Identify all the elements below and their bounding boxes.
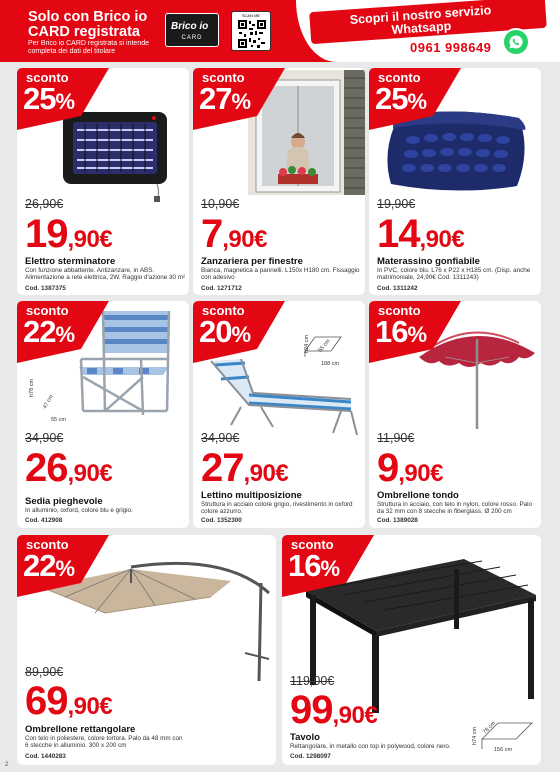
discount-value: 25% bbox=[375, 81, 427, 116]
dimension-height: h78 cm bbox=[29, 378, 35, 397]
product-description: Con telo in poliestere, colore tortora. Palo da 48 mm con 6 stecche in alluminio. 300 x 200 cm bbox=[25, 735, 183, 750]
discount-badge bbox=[17, 301, 127, 371]
discount-value: 16% bbox=[288, 548, 340, 583]
header-subtitle: Per Brico io CARD registrata si intende completa dei dati del titolare bbox=[28, 40, 149, 55]
old-price: 11,90€ bbox=[377, 431, 415, 445]
header-title: Solo con Brico io CARD registrata bbox=[28, 9, 148, 40]
product-name: Materassino gonfiabile bbox=[377, 256, 480, 267]
dimension-width: 55 cm bbox=[51, 417, 66, 423]
discount-badge bbox=[369, 301, 479, 371]
dimension-width: 156 cm bbox=[494, 747, 513, 753]
old-price: 26,90€ bbox=[25, 197, 64, 211]
sale-price: 69,90€ bbox=[25, 679, 113, 723]
discount-badge bbox=[193, 301, 303, 371]
old-price: 34,90€ bbox=[25, 431, 64, 445]
discount-label: sconto bbox=[378, 303, 421, 318]
product-description: Struttura in acciaio colore grigio, rivestimento in oxford colore azzurro. bbox=[201, 501, 353, 516]
product-code: Cod. 1352300 bbox=[201, 517, 242, 524]
old-price: 34,90€ bbox=[201, 431, 240, 445]
page-number: 2 bbox=[5, 762, 9, 768]
discount-label: sconto bbox=[378, 70, 421, 85]
discount-label: sconto bbox=[202, 303, 245, 318]
card-label: CARD bbox=[181, 35, 203, 41]
sale-price: 27,90€ bbox=[201, 446, 289, 490]
sale-price: 19,90€ bbox=[25, 212, 113, 256]
product-description: Bianca, magnetica a pannelli. L150x H180 cm. Fissaggio con adesivo bbox=[201, 267, 360, 282]
dimension-width: 188 cm bbox=[321, 361, 340, 367]
qr-code-icon bbox=[238, 20, 266, 48]
product-name: Sedia pieghevole bbox=[25, 496, 103, 507]
discount-label: sconto bbox=[202, 70, 245, 85]
product-code: Cod. 1271712 bbox=[201, 285, 242, 292]
sale-price: 14,90€ bbox=[377, 212, 465, 256]
product-code: Cod. 1389028 bbox=[377, 517, 418, 524]
product-code: Cod. 412908 bbox=[25, 517, 63, 524]
product-name: Ombrellone tondo bbox=[377, 490, 459, 501]
product-name: Tavolo bbox=[290, 732, 320, 743]
product-description: Rettangolare, in metallo con top in polywood, colore nero. bbox=[290, 743, 451, 750]
product-code: Cod. 1440283 bbox=[25, 753, 66, 760]
sale-price: 99,90€ bbox=[290, 688, 378, 732]
product-description: In alluminio, oxford, colore blu e grigio. bbox=[25, 507, 133, 514]
product-description: In PVC, colore blu. L76 x P22 x H185 cm. (Disp. anche matrimoniale, 24,90€ Cod. 1311243) bbox=[377, 267, 531, 282]
discount-badge bbox=[369, 68, 479, 138]
discount-value: 16% bbox=[375, 314, 427, 349]
product-name: Lettino multiposizione bbox=[201, 490, 302, 501]
product-code: Cod. 1311242 bbox=[377, 285, 418, 292]
discount-value: 25% bbox=[23, 81, 75, 116]
sale-price: 9,90€ bbox=[377, 446, 443, 490]
product-code: Cod. 1298097 bbox=[290, 753, 331, 760]
sale-price: 7,90€ bbox=[201, 212, 267, 256]
discount-label: sconto bbox=[26, 303, 69, 318]
old-price: 10,90€ bbox=[201, 197, 240, 211]
product-name: Zanzariera per finestre bbox=[201, 256, 303, 267]
product-name: Ombrellone rettangolare bbox=[25, 724, 136, 735]
dimension-depth: 78 cm bbox=[482, 720, 497, 736]
whatsapp-icon[interactable] bbox=[502, 28, 530, 56]
whatsapp-text: Scopri il nostro servizio Whatsapp bbox=[349, 3, 492, 38]
dimension-height: h74 cm bbox=[472, 726, 478, 745]
product-name: Elettro sterminatore bbox=[25, 256, 116, 267]
discount-label: sconto bbox=[291, 537, 334, 552]
qr-code[interactable] bbox=[231, 11, 271, 51]
discount-badge bbox=[193, 68, 303, 138]
discount-badge bbox=[17, 535, 127, 605]
discount-label: sconto bbox=[26, 537, 69, 552]
discount-badge bbox=[17, 68, 127, 138]
old-price: 89,90€ bbox=[25, 665, 64, 679]
whatsapp-phone[interactable]: 0961 998649 bbox=[410, 40, 492, 55]
card-brand: Brico io bbox=[171, 21, 209, 32]
dimension-depth: 55 cm bbox=[317, 338, 332, 354]
qr-label: SCAN ME bbox=[241, 13, 261, 18]
discount-value: 27% bbox=[199, 81, 251, 116]
product-description: Struttura in acciaio, con telo in nylon, colore rosso. Palo da 32 mm con 8 stecche in fiberglass. Ø 200 cm bbox=[377, 501, 533, 516]
sale-price: 26,90€ bbox=[25, 446, 113, 490]
dimension-height: h24 cm bbox=[304, 334, 310, 353]
product-code: Cod. 1387375 bbox=[25, 285, 66, 292]
discount-value: 22% bbox=[23, 548, 75, 583]
old-price: 19,90€ bbox=[377, 197, 416, 211]
discount-value: 20% bbox=[199, 314, 251, 349]
dimension-depth: 47 cm bbox=[42, 394, 55, 410]
discount-badge bbox=[282, 535, 392, 605]
discount-value: 22% bbox=[23, 314, 75, 349]
brico-card-logo bbox=[165, 13, 219, 47]
old-price: 119,00€ bbox=[290, 674, 335, 688]
product-description: Con funzione abbattente. Antizanzare, in ABS. Alimentazione a rete elettrica, 2W. Raggio d'azione 30 m² bbox=[25, 267, 186, 282]
discount-label: sconto bbox=[26, 70, 69, 85]
